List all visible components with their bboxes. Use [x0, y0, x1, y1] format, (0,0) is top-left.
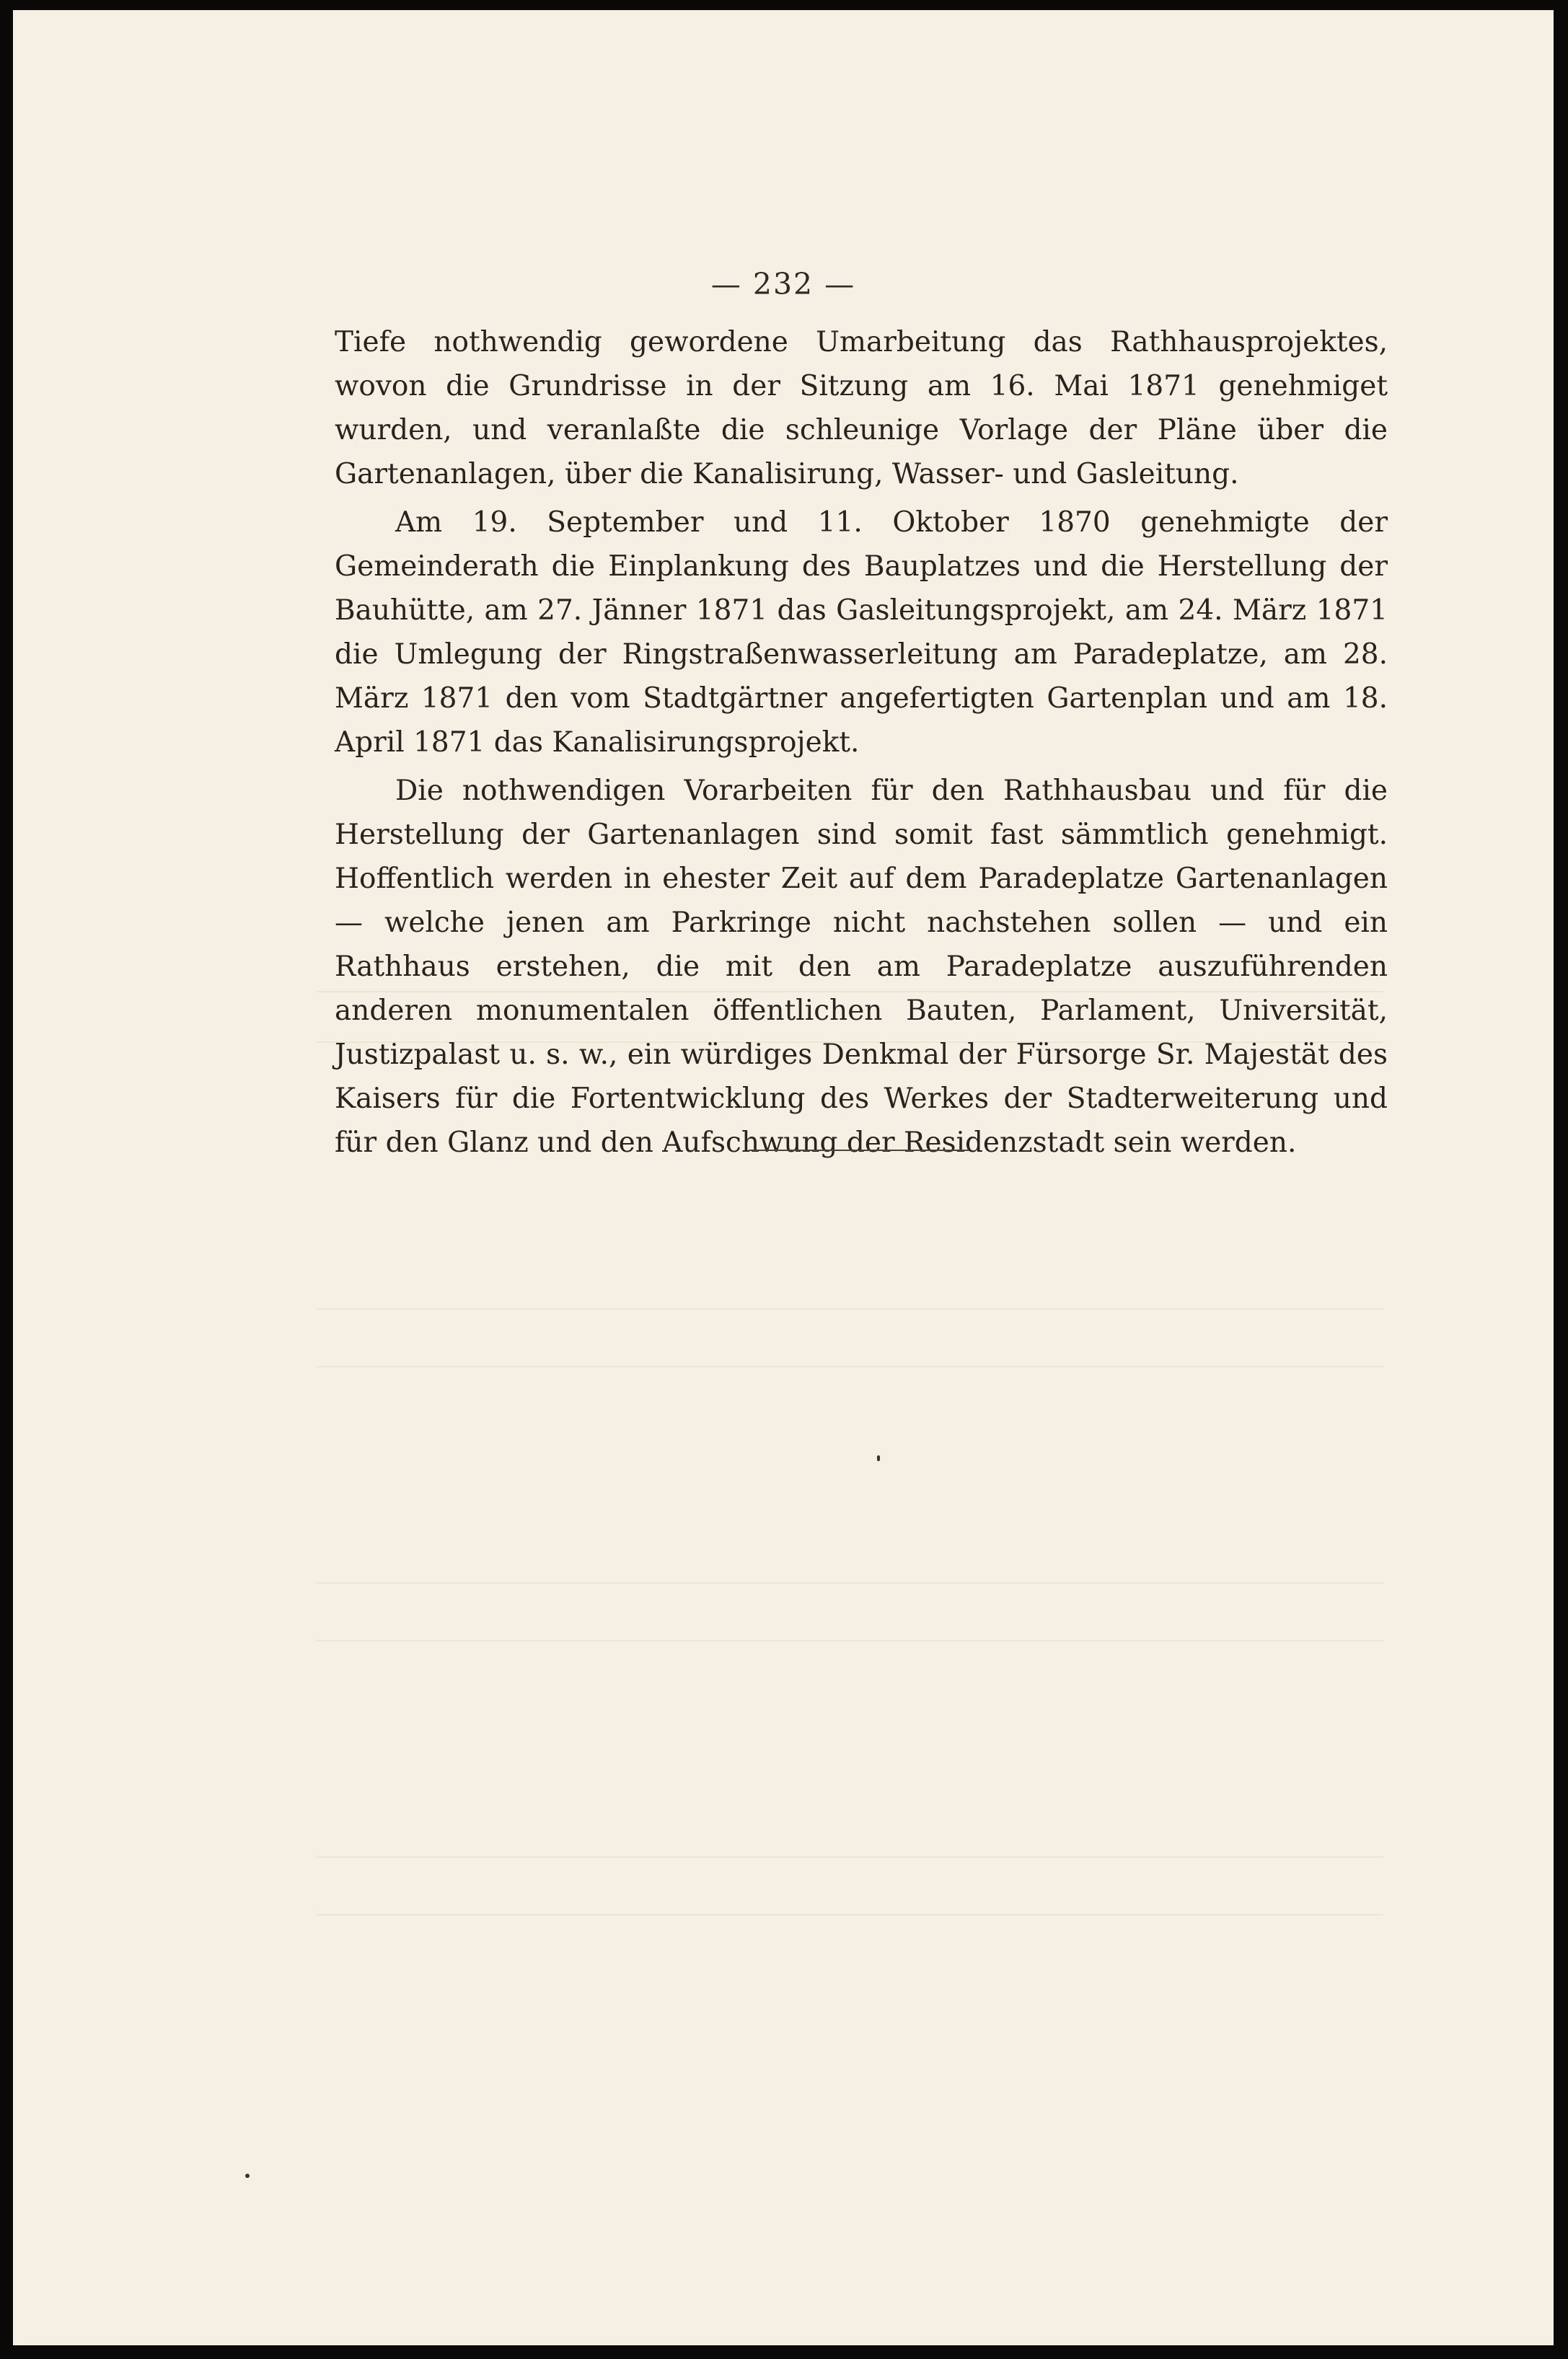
paper-speck	[245, 2174, 250, 2178]
document-page	[13, 10, 1554, 2345]
section-end-rule	[749, 1150, 969, 1151]
paragraph: Am 19. September und 11. Oktober 1870 genehmigte der Gemeinderath die Einplankung des Bauplatzes und die Herstellung der Bauhütte, am 27. Jänner 1871 das Gasleitungsprojekt, am 24. März 1871 die Umlegung der Ringstraßenwasserleitung am Paradeplatze, am 28. März 1871 den vom Stadtgärtner angefertigten Gartenplan und am 18. April 1871 das Kanalisirungsprojekt.	[335, 506, 1388, 759]
paragraph: Die nothwendigen Vorarbeiten für den Rathhausbau und für die Herstellung der Gartenanlagen sind somit fast sämmtlich genehmigt. Hoffentlich werden in ehester Zeit auf dem Paradeplatze Gartenanlagen — welche jenen am Parkringe nicht nachstehen sollen — und ein Rathhaus erstehen, die mit den am Paradeplatze auszuführenden anderen monumentalen öffentlichen Bauten, Parlament, Universität, Justizpalast u. s. w., ein würdiges Denkmal der Fürsorge Sr. Majestät des Kaisers für die Fortentwicklung des Werkes der Stadterweiterung und für den Glanz und den Aufschwung der Residenzstadt sein werden.	[335, 775, 1388, 1159]
show-through-line	[316, 1582, 1383, 1584]
paragraph-continued: Tiefe nothwendig gewordene Umarbeitung das Rathhausprojektes, wovon die Grundrisse in der Sitzung am 16. Mai 1871 genehmiget wurden, und veranlaßte die schleunige Vorlage der Pläne über die Gartenanlagen, über die Kanalisirung, Wasser- und Gasleitung.	[335, 326, 1388, 490]
show-through-line	[316, 1856, 1383, 1858]
body-text	[335, 320, 1388, 1169]
show-through-line	[316, 1308, 1383, 1310]
page-number: — 232 —	[710, 267, 856, 301]
show-through-line	[316, 1640, 1383, 1641]
show-through-line	[316, 1366, 1383, 1367]
show-through-line	[316, 1914, 1383, 1915]
paper-speck	[877, 1455, 880, 1461]
